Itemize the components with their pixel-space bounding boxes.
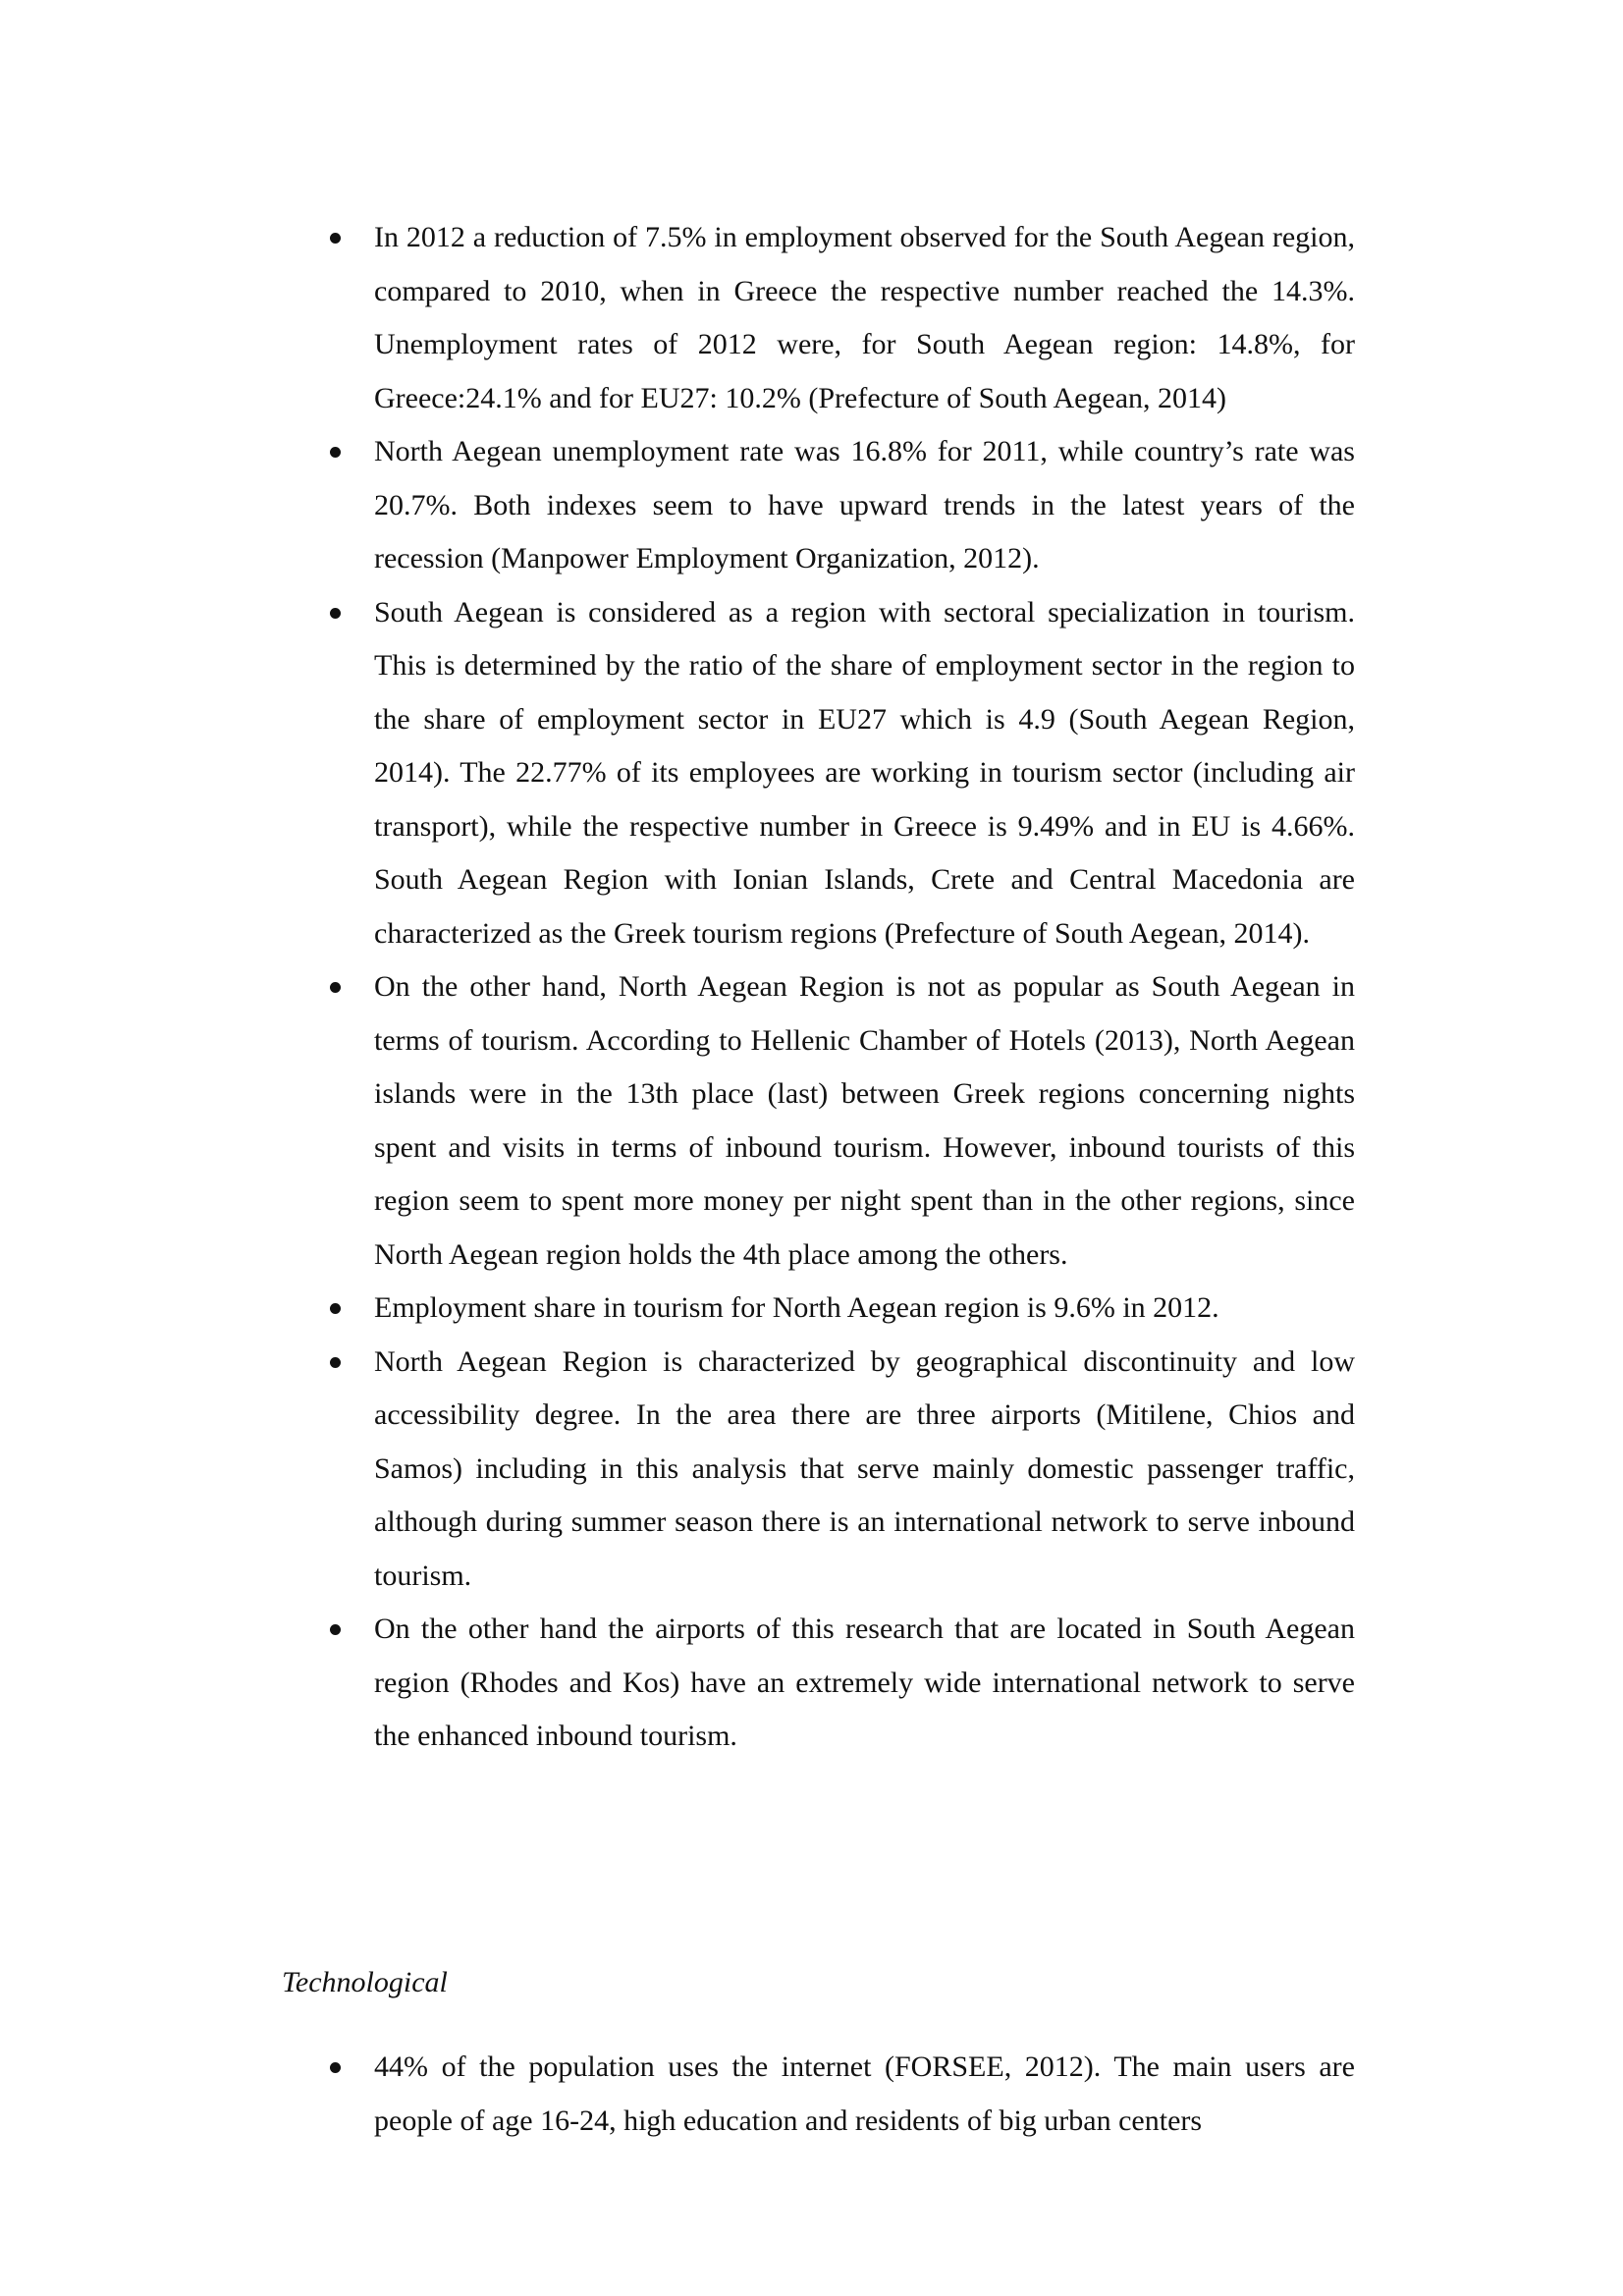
bullet-item	[324, 1603, 1355, 1764]
bullet-icon	[330, 447, 341, 458]
bullet-item	[324, 960, 1355, 1282]
bullet-text: On the other hand the airports of this research that are located in South Aegean region (Rhodes and Kos) have an extremely wide international network to serve the enhanced inbound tourism.	[374, 1613, 1355, 1752]
bullet-icon	[330, 2062, 341, 2073]
bullet-icon	[330, 233, 341, 244]
bullet-text: 44% of the population uses the internet (FORSEE, 2012). The main users are people of age 16-24, high education and residents of big urban centers	[374, 2050, 1355, 2137]
bullet-text: On the other hand, North Aegean Region is not as popular as South Aegean in terms of tourism. According to Hellenic Chamber of Hotels (2013), North Aegean islands were in the 13th place (last) between Greek regions concerning nights spent and visits in terms of inbound tourism. However, inbound tourists of this region seem to spent more money per night spent than in the other regions, since North Aegean region holds the 4th place among the others.	[374, 970, 1355, 1271]
bullet-text: North Aegean Region is characterized by geographical discontinuity and low accessibility degree. In the area there are three airports (Mitilene, Chios and Samos) including in this analysis that serve mainly domestic passenger traffic, although during summer season there is an international network to serve inbound tourism.	[374, 1344, 1355, 1592]
bullet-item	[324, 1336, 1355, 1604]
bullet-text: In 2012 a reduction of 7.5% in employment observed for the South Aegean region, compared to 2010, when in Greece the respective number reached the 14.3%. Unemployment rates of 2012 were, for South Aegean region: 14.8%, for Greece:24.1% and for EU27: 10.2% (Prefecture of South Aegean, 2014)	[374, 221, 1355, 414]
bullet-item	[324, 425, 1355, 586]
bullet-icon	[330, 1624, 341, 1635]
bullet-icon	[330, 608, 341, 619]
bullet-icon	[330, 1303, 341, 1314]
bullet-item	[324, 211, 1355, 425]
bullet-icon	[330, 982, 341, 993]
bullet-text: South Aegean is considered as a region with sectoral specialization in tourism. This is determined by the ratio of the share of employment sector in the region to the share of employment sector in EU27 which is 4.9 (South Aegean Region, 2014). The 22.77% of its employees are working in tourism sector (including air transport), while the respective number in Greece is 9.49% and in EU is 4.66%. South Aegean Region with Ionian Islands, Crete and Central Macedonia are characterized as the Greek tourism regions (Prefecture of South Aegean, 2014).	[374, 595, 1355, 950]
bullet-text: North Aegean unemployment rate was 16.8% for 2011, while country’s rate was 20.7%. Both indexes seem to have upward trends in the latest years of the recession (Manpower Employment Organization, 2012).	[374, 435, 1355, 574]
bullet-item	[324, 586, 1355, 961]
bullet-text: Employment share in tourism for North Aegean region is 9.6% in 2012.	[374, 1291, 1219, 1324]
bullet-item	[324, 1282, 1355, 1336]
bullet-icon	[330, 1357, 341, 1368]
section-heading-technological: Technological	[282, 1966, 448, 1998]
bullet-list-technological	[324, 2041, 1355, 2148]
bullet-item	[324, 2041, 1355, 2148]
bullet-list-economic	[324, 211, 1355, 1764]
